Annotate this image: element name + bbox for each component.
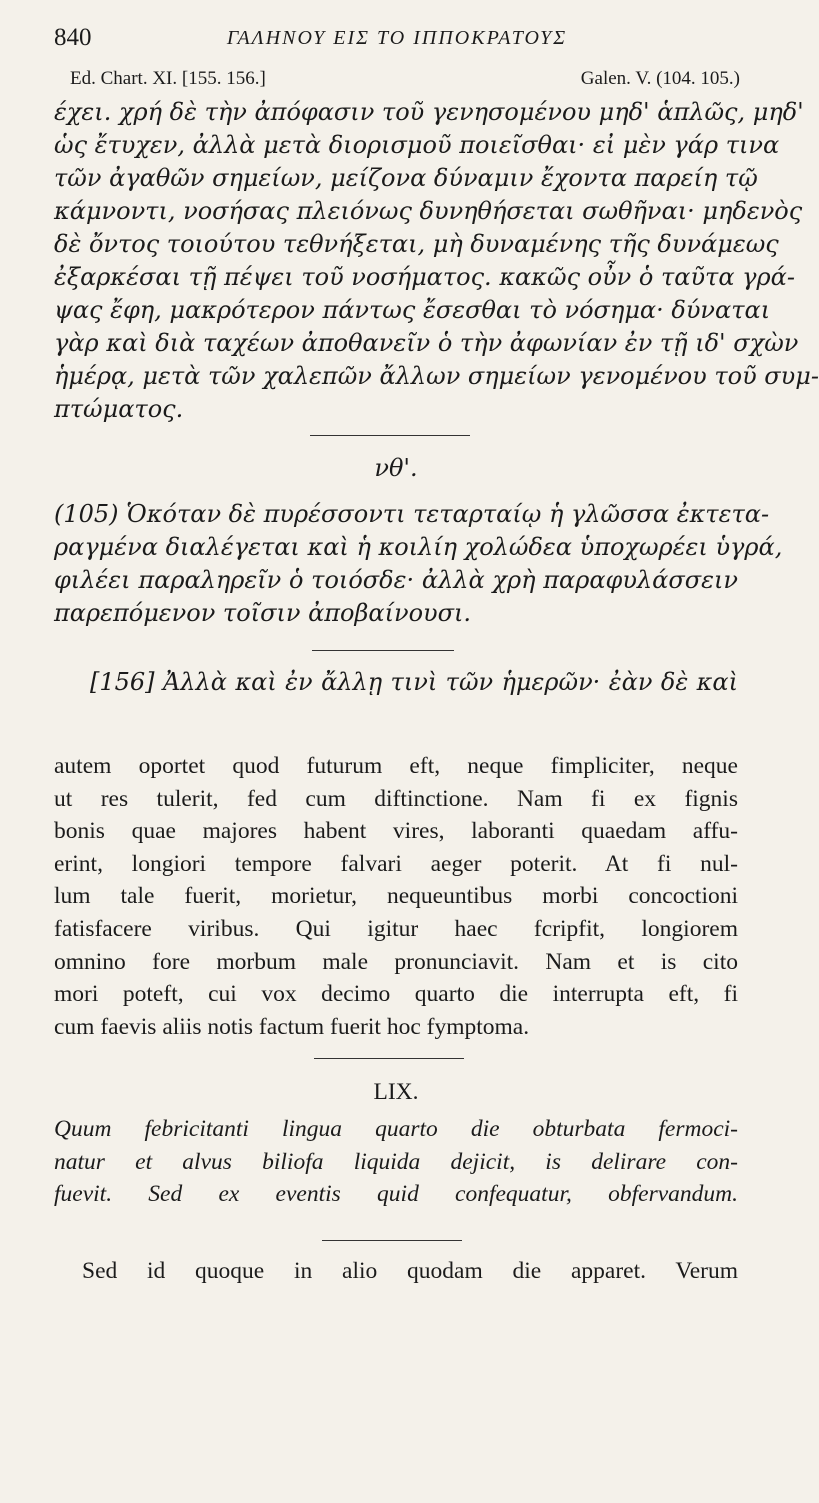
text-line: παρεπόμενον τοῖσιν ἀποβαίνουσι. (54, 599, 472, 627)
text-line: πτώματος. (54, 395, 184, 423)
text-line: κάμνοντι, νοσήσας πλειόνως δυνηθήσεται σωθῆναι· μηδενὸς (54, 197, 803, 225)
text-line: φιλέει παραληρεῖν ὁ τοιόσδε· ἀλλὰ χρὴ παραφυλάσσειν (54, 566, 738, 594)
chartier-reference: Ed. Chart. XI. [155. 156.] (70, 68, 266, 89)
page-header (54, 24, 740, 58)
text-line: bonis quae majores habent vires, laboranti quaedam affu- (54, 818, 738, 845)
text-line: Sed id quoque in alio quodam die apparet. Verum (82, 1258, 738, 1284)
section-divider (310, 435, 470, 436)
text-line: γὰρ καὶ διὰ ταχέων ἀποθανεῖν ὁ τὴν ἀφωνίαν ἐν τῇ ιδ' σχὼν (54, 329, 799, 357)
text-line: τῶν ἀγαθῶν σημείων, μείζονα δύναμιν ἔχοντα παρείη τῷ (54, 164, 758, 192)
text-line: fuevit. Sed ex eventis quid confequatur, obfervandum. (54, 1181, 738, 1208)
text-line: erint, longiori tempore falvari aeger poterit. At fi nul- (54, 850, 738, 877)
text-line: ψας ἔφη, μακρότερον πάντως ἔσεσθαι τὸ νόσημα· δύναται (54, 296, 771, 324)
text-line: fatisfacere viribus. Qui igitur haec fcripfit, longiorem (54, 915, 738, 942)
text-line: omnino fore morbum male pronunciavit. Nam et is cito (54, 948, 738, 975)
text-line: autem oportet quod futurum eft, neque fimpliciter, neque (54, 753, 738, 779)
text-line: Quum febricitanti lingua quarto die obturbata fermoci- (54, 1116, 738, 1142)
section-divider (314, 1058, 464, 1059)
text-line: ἐξαρκέσαι τῇ πέψει τοῦ νοσήματος. κακῶς οὖν ὁ ταῦτα γρά- (54, 263, 795, 291)
greek-section-heading (54, 452, 738, 492)
latin-commentary (54, 750, 738, 1043)
text-line: ut res tulerit, fed cum diftinctione. Nam fi ex fignis (54, 785, 738, 812)
latin-commentary-start (54, 1255, 738, 1288)
text-line: δὲ ὄντος τοιούτου τεθνήξεται, μὴ δυναμένης τῆς δυνάμεως (54, 230, 779, 258)
text-line: ἡμέρᾳ, μετὰ τῶν χαλεπῶν ἄλλων σημείων γενομένου τοῦ συμ- (54, 362, 819, 390)
text-line: cum faevis aliis notis factum fuerit hoc fymptoma. (54, 1013, 530, 1040)
greek-commentary-start (54, 666, 738, 699)
text-line: ὡς ἔτυχεν, ἀλλὰ μετὰ διορισμοῦ ποιεῖσθαι· εἰ μὲν γάρ τινα (54, 131, 780, 159)
text-line: ραγμένα διαλέγεται καὶ ἡ κοιλίη χολώδεα ὑποχωρέει ὑγρά, (54, 533, 783, 561)
section-number-greek: νθ'. (374, 454, 418, 482)
text-line: mori poteft, cui vox decimo quarto die interrupta eft, fi (54, 981, 738, 1008)
text-line: (105) Ὁκόταν δὲ πυρέσσοντι τεταρταίῳ ἡ γλῶσσα ἐκτετα- (54, 500, 770, 528)
text-line: lum tale fuerit, morietur, nequeuntibus morbi concoctioni (54, 883, 738, 910)
page-number: 840 (54, 24, 92, 51)
galen-reference: Galen. V. (104. 105.) (580, 68, 740, 89)
edition-references (70, 68, 740, 96)
section-number-latin: LIX. (373, 1079, 419, 1105)
latin-section-heading (54, 1076, 738, 1112)
section-divider (312, 650, 454, 651)
running-title: ΓΑΛΗΝΟΥ ΕΙΣ ΤΟ ΙΠΠΟΚΡΑΤΟΥΣ (226, 27, 568, 49)
text-line: [156] Ἀλλὰ καὶ ἐν ἄλλῃ τινὶ τῶν ἡμερῶν· ἐὰν δὲ καὶ (90, 668, 738, 696)
greek-aphorism (54, 498, 783, 630)
greek-commentary (54, 96, 819, 426)
section-divider (322, 1240, 462, 1241)
text-line: natur et alvus biliofa liquida dejicit, is delirare con- (54, 1148, 738, 1175)
text-line: έχει. χρή δὲ τὴν ἀπόφασιν τοῦ γενησομένου μηδ' ἁπλῶς, μηδ' (54, 98, 804, 126)
latin-aphorism (54, 1113, 738, 1211)
